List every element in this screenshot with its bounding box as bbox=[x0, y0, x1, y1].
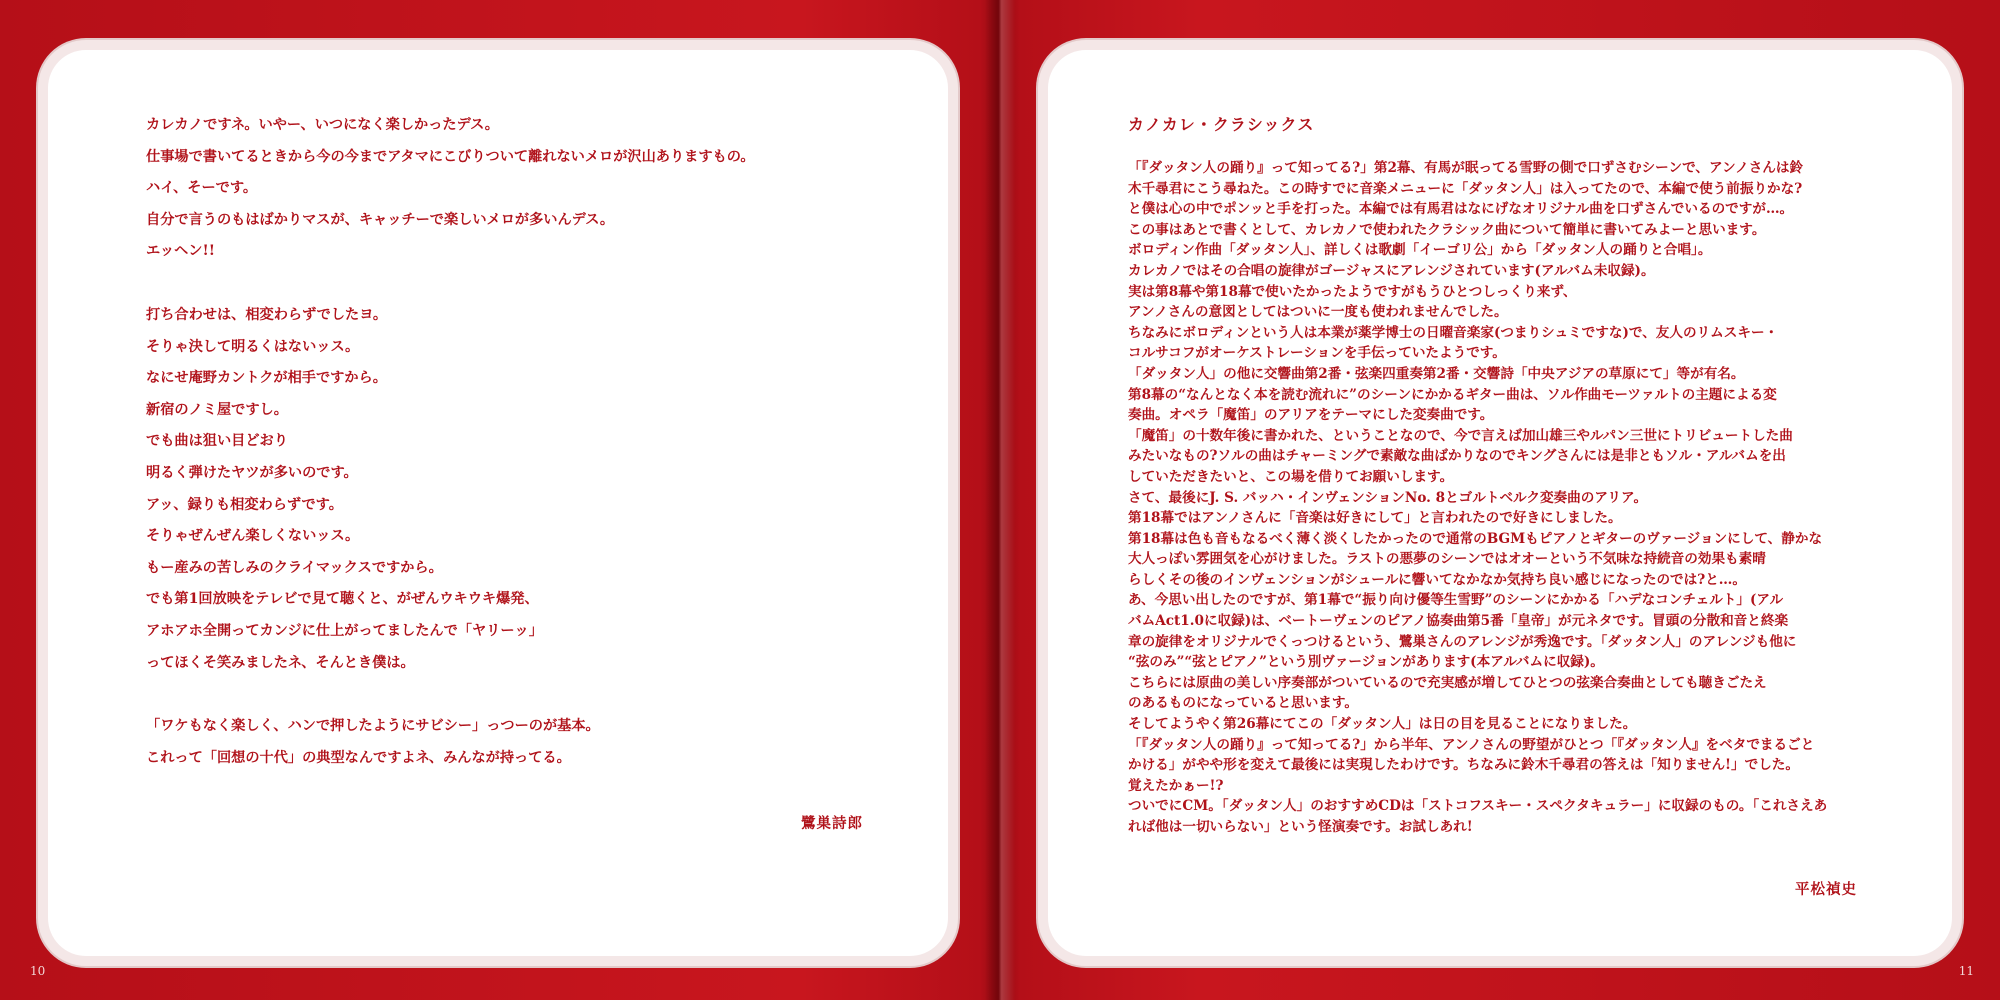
text-line: ボロディン作曲「ダッタン人」、詳しくは歌劇「イーゴリ公」から「ダッタン人の踊りと合唱」。 bbox=[1128, 242, 1712, 259]
paragraph-gap bbox=[146, 679, 906, 711]
text-line: そりゃ決して明るくはないッス。 bbox=[146, 338, 360, 355]
text-line: でも第1回放映をテレビで見て聴くと、がぜんウキウキ爆発、 bbox=[146, 591, 539, 608]
page-number-left: 10 bbox=[30, 964, 46, 978]
right-page-panel bbox=[1048, 50, 1952, 956]
text-line: れば他は一切いらない」という怪演奏です。お試しあれ! bbox=[1128, 819, 1473, 835]
text-line: 「『ダッタン人の踊り』って知ってる?」第2幕、有馬が眠ってる雪野の側で口ずさむシーンで、アンノさんは鈴 bbox=[1128, 160, 1804, 176]
text-line: のあるものになっていると思います。 bbox=[1128, 695, 1359, 712]
text-line: 第18幕ではアンノさんに「音楽は好きにして」と言われたので好きにしました。 bbox=[1128, 510, 1622, 527]
text-line: そりゃぜんぜん楽しくないッス。 bbox=[146, 528, 360, 545]
text-line: していただきたいと、この場を借りてお願いします。 bbox=[1128, 468, 1454, 485]
text-line: ハイ、そーです。 bbox=[146, 180, 258, 197]
text-line: 新宿のノミ屋ですし。 bbox=[146, 401, 288, 418]
text-line: と僕は心の中でポンッと手を打った。本編では有馬君はなにげなオリジナル曲を口ずさんでいるのですが…。 bbox=[1128, 201, 1794, 218]
text-line: エッヘン!! bbox=[146, 243, 215, 260]
text-line: この事はあとで書くとして、カレカノで使われたクラシック曲について簡単に書いてみよーと思います。 bbox=[1128, 221, 1766, 238]
text-line: 自分で言うのもはばかりマスが、キャッチーで楽しいメロが多いんデス。 bbox=[146, 211, 615, 228]
left-page-signature: 鷺巣詩郎 bbox=[801, 815, 863, 832]
text-line: 「ダッタン人」の他に交響曲第2番・弦楽四重奏第2番・交響詩「中央アジアの草原にて」等が有名。 bbox=[1128, 365, 1745, 382]
text-line: 明るく弾けたヤツが多いのです。 bbox=[146, 464, 358, 481]
text-line: 覚えたかぁー!? bbox=[1128, 777, 1224, 794]
left-page-body bbox=[146, 110, 906, 774]
text-line: 大人っぽい雰囲気を心がけました。ラストの悪夢のシーンではオオーという不気味な持続音の効果も素晴 bbox=[1128, 551, 1766, 568]
text-line: これって「回想の十代」の典型なんですよネ、みんなが持ってる。 bbox=[146, 749, 571, 766]
right-page-title: カノカレ・クラシックス bbox=[1128, 115, 1315, 134]
text-line: らしくその後のインヴェンションがシュールに響いてなかなか気持ち良い感じになったのでは?と…。 bbox=[1128, 571, 1746, 588]
text-line: みたいなもの?ソルの曲はチャーミングで素敵な曲ばかりなのでキングさんには是非ともソル・アルバムを出 bbox=[1128, 448, 1786, 465]
text-line: ついでにCM。「ダッタン人」のおすすめCDは「ストコフスキー・スペクタキュラー」に収録のもの。「これさえあ bbox=[1128, 798, 1828, 815]
text-line: そしてようやく第26幕にてこの「ダッタン人」は日の目を見ることになりました。 bbox=[1128, 716, 1637, 733]
text-line: 仕事場で書いてるときから今の今までアタマにこびりついて離れないメロが沢山ありますもの。 bbox=[146, 148, 755, 165]
text-line: ってほくそ笑みましたネ、そんとき僕は。 bbox=[146, 654, 415, 671]
text-line: ちなみにボロディンという人は本業が薬学博士の日曜音楽家(つまりシュミですな)で、友人のリムスキー・ bbox=[1128, 324, 1779, 341]
text-line: 「ワケもなく楽しく、ハンで押したようにサビシー」っつーのが基本。 bbox=[146, 718, 600, 735]
text-line: あ、今思い出したのですが、第1幕で“振り向け優等生雪野”のシーンにかかる「ハデなコンチェルト」(アル bbox=[1128, 592, 1784, 609]
text-line: カレカノではその合唱の旋律がゴージャスにアレンジされています(アルバム未収録)。 bbox=[1128, 262, 1655, 279]
text-line: “弦のみ”“弦とピアノ”という別ヴァージョンがあります(本アルバムに収録)。 bbox=[1128, 654, 1604, 671]
text-line: アンノさんの意図としてはついに一度も使われませんでした。 bbox=[1128, 304, 1508, 321]
text-line: 章の旋律をオリジナルでくっつけるという、鷺巣さんのアレンジが秀逸です。「ダッタン人」のアレンジも他に bbox=[1128, 633, 1797, 650]
text-line: バムAct1.0に収録)は、ベートーヴェンのピアノ協奏曲第5番「皇帝」が元ネタです。冒頭の分散和音と終楽 bbox=[1128, 613, 1789, 630]
left-page-panel bbox=[48, 50, 948, 956]
text-line: 第18幕は色も音もなるべく薄く淡くしたかったので通常のBGMもピアノとギターのヴァージョンにして、静かな bbox=[1128, 530, 1823, 547]
text-line: 実は第8幕や第18幕で使いたかったようですがもうひとつしっくり来ず、 bbox=[1128, 283, 1577, 300]
text-line: 「『ダッタン人の踊り』って知ってる?」から半年、アンノさんの野望がひとつ「『ダッタン人』をベタでまるごと bbox=[1128, 736, 1815, 753]
text-line: コルサコフがオーケストレーションを手伝っていたようです。 bbox=[1128, 345, 1506, 362]
paragraph-gap bbox=[146, 268, 906, 300]
right-page-signature: 平松禎史 bbox=[1795, 881, 1857, 898]
text-line: 奏曲。オペラ「魔笛」のアリアをテーマにした変奏曲です。 bbox=[1128, 407, 1494, 424]
text-line: 木千尋君にこう尋ねた。この時すでに音楽メニューに「ダッタン人」は入ってたので、本編で使う前振りかな? bbox=[1128, 180, 1803, 197]
text-line: アホアホ全開ってカンジに仕上がってましたんで「ヤリーッ」 bbox=[146, 622, 543, 639]
text-line: もー産みの苦しみのクライマックスですから。 bbox=[146, 559, 443, 576]
text-line: こちらには原曲の美しい序奏部がついているので充実感が増してひとつの弦楽合奏曲としても聴きごたえ bbox=[1128, 674, 1767, 691]
booklet-spine bbox=[985, 0, 1015, 1000]
right-page-body bbox=[1128, 158, 1908, 838]
text-line: かける」がやや形を変えて最後には実現したわけです。ちなみに鈴木千尋君の答えは「知りません!」でした。 bbox=[1128, 757, 1799, 774]
text-line: なにせ庵野カントクが相手ですから。 bbox=[146, 370, 387, 387]
text-line: アッ、録りも相変わらずです。 bbox=[146, 496, 343, 513]
text-line: 打ち合わせは、相変わらずでしたヨ。 bbox=[146, 306, 388, 323]
text-line: 「魔笛」の十数年後に書かれた、ということなので、今で言えば加山雄三やルパン三世にトリビュートした曲 bbox=[1128, 427, 1793, 444]
text-line: 第8幕の“なんとなく本を読む流れに”のシーンにかかるギター曲は、ソル作曲モーツァルトの主題による変 bbox=[1128, 386, 1777, 403]
text-line: でも曲は狙い目どおり bbox=[146, 433, 288, 450]
text-line: カレカノですネ。いやー、いつになく楽しかったデス。 bbox=[146, 117, 499, 133]
page-number-right: 11 bbox=[1958, 964, 1974, 978]
text-line: さて、最後にJ. S. バッハ・インヴェンションNo. 8とゴルトベルク変奏曲のアリア。 bbox=[1128, 489, 1648, 506]
